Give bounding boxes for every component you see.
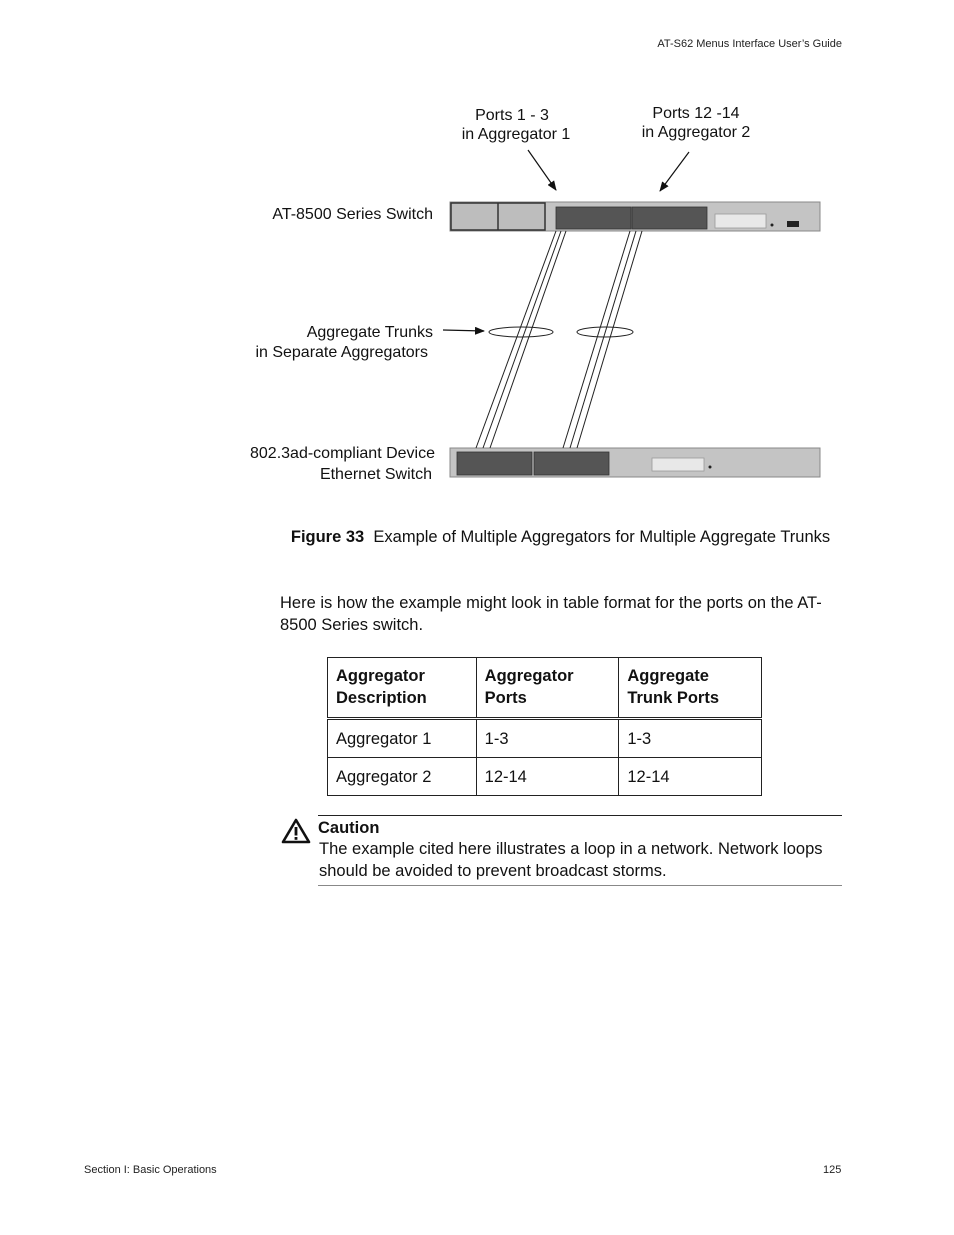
separate-aggregators-label: in Separate Aggregators xyxy=(255,344,428,361)
aggregator-1-label: in Aggregator 1 xyxy=(461,126,571,143)
ethernet-switch-label: Ethernet Switch xyxy=(319,466,432,483)
device-label: 802.3ad-compliant Device xyxy=(250,445,435,462)
caution-top-rule xyxy=(318,815,842,816)
table-header-cell: Aggregator Description xyxy=(328,658,477,719)
switch-top-label: AT-8500 Series Switch xyxy=(272,206,433,223)
ports-12-14-label: Ports 12 -14 xyxy=(652,105,740,122)
table-cell: 1-3 xyxy=(476,719,619,758)
figure-number: Figure 33 xyxy=(290,528,365,546)
caution-title: Caution xyxy=(318,819,380,837)
table-header-row xyxy=(328,658,762,719)
table-header-cell: Aggregate Trunk Ports xyxy=(619,658,762,719)
page-number: 125 xyxy=(823,1164,842,1176)
aggregator-diagram xyxy=(0,0,954,520)
footer-section: Section I: Basic Operations xyxy=(84,1164,217,1176)
table-cell: Aggregator 1 xyxy=(328,719,477,758)
table-cell: 12-14 xyxy=(619,758,762,796)
caution-bottom-rule xyxy=(318,885,842,886)
ports-1-3-arrow xyxy=(528,150,556,190)
at-8500-switch xyxy=(450,202,820,231)
ports-1-3-label: Ports 1 - 3 xyxy=(475,107,549,124)
table-cell: Aggregator 2 xyxy=(328,758,477,796)
table-cell: 1-3 xyxy=(619,719,762,758)
warning-triangle-icon xyxy=(281,818,311,844)
running-header: AT-S62 Menus Interface User’s Guide xyxy=(657,38,842,50)
ports-12-14-arrow xyxy=(660,152,689,191)
trunks-label: Aggregate Trunks xyxy=(306,324,433,341)
aggregate-trunk-2 xyxy=(563,231,642,448)
figure-caption xyxy=(290,526,831,548)
table-row xyxy=(328,758,762,796)
figure-caption-text: Example of Multiple Aggregators for Multiple Aggregate Trunks xyxy=(373,528,831,546)
table-cell: 12-14 xyxy=(476,758,619,796)
ethernet-switch-device xyxy=(450,448,820,477)
trunks-arrow xyxy=(443,330,484,331)
table-row xyxy=(328,719,762,758)
body-paragraph: Here is how the example might look in table format for the ports on the AT-8500 Series switch. xyxy=(280,594,822,634)
trunk-1-ring xyxy=(489,327,553,337)
aggregate-trunk-1 xyxy=(476,231,566,448)
table-header-cell: Aggregator Ports xyxy=(476,658,619,719)
aggregator-table xyxy=(327,657,762,796)
caution-text: The example cited here illustrates a loop in a network. Network loops should be avoided to prevent broadcast storms. xyxy=(319,840,823,880)
aggregator-2-label: in Aggregator 2 xyxy=(641,124,751,141)
